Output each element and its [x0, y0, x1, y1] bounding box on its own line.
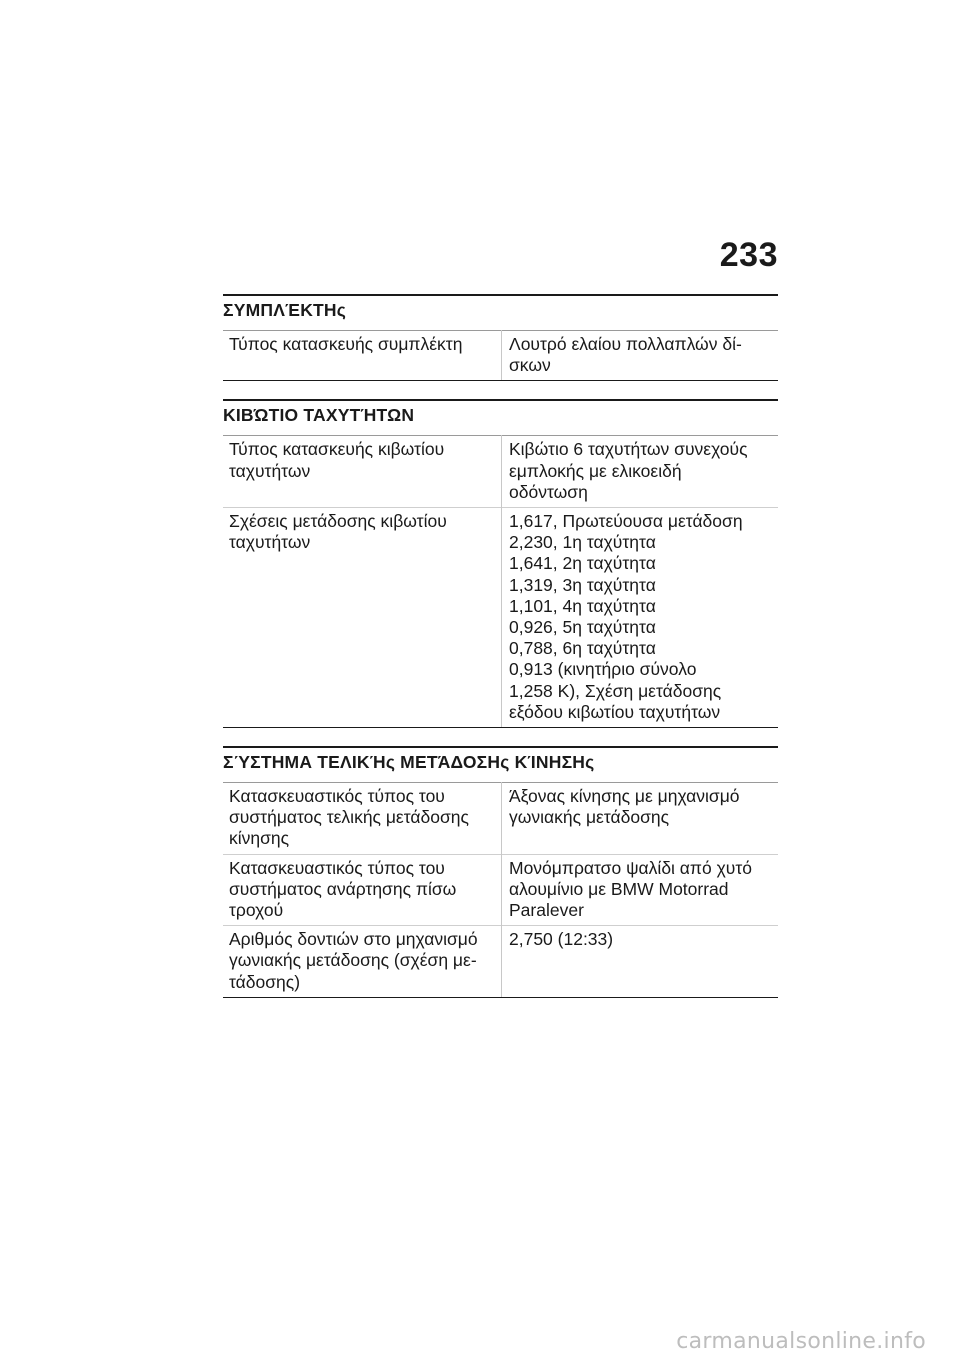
- value-line: 0,926, 5η ταχύτητα: [509, 617, 656, 638]
- row-value: [502, 854, 779, 926]
- value-line: 0,788, 6η ταχύτητα: [509, 638, 656, 659]
- value-line: αλουμίνιο με BMW Motorrad: [509, 878, 729, 899]
- value-line: 1,617, Πρωτεύουσα μετάδοση: [509, 511, 743, 532]
- value-line: 1,258 K), Σχέση μετάδοσης: [509, 680, 722, 701]
- row-value: [502, 926, 779, 997]
- value-line: 1,641, 2η ταχύτητα: [509, 553, 656, 574]
- value-line: 1,319, 3η ταχύτητα: [509, 574, 656, 595]
- value-line: γωνιακής μετάδοσης: [509, 807, 670, 828]
- row-label: Αριθμός δοντιών στο μηχανισμό γωνιακής μετάδοσης (σχέση με-τάδοσης): [223, 926, 502, 997]
- section-heading-clutch: ΣΥΜΠΛΈΚΤΗς: [223, 294, 778, 330]
- page-number: 233: [719, 236, 778, 274]
- row-value: [502, 436, 779, 508]
- value-line: Λουτρό ελαίου πολλαπλών δί-: [509, 334, 742, 354]
- value-line: Paralever: [509, 900, 584, 921]
- value-line: Κιβώτιο 6 ταχυτήτων συνεχούς: [509, 439, 748, 460]
- table-row: [223, 331, 778, 381]
- value-line: 0,913 (κινητήριο σύνολο: [509, 659, 697, 680]
- spec-table-final-drive: [223, 782, 778, 997]
- spec-table-clutch: [223, 330, 778, 380]
- row-label: Κατασκευαστικός τύπος του συστήματος τελικής μετάδοσης κίνησης: [223, 783, 502, 855]
- row-label: Κατασκευαστικός τύπος του συστήματος ανάρτησης πίσω τροχού: [223, 854, 502, 926]
- value-line: εμπλοκής με ελικοειδή: [509, 460, 682, 481]
- table-row: [223, 783, 778, 855]
- table-row: [223, 436, 778, 508]
- value-line: Άξονας κίνησης με μηχανισμό: [509, 786, 740, 807]
- row-value: [502, 508, 779, 728]
- table-row: [223, 508, 778, 728]
- value-line: Μονόμπρατσο ψαλίδι από χυτό: [509, 857, 752, 878]
- row-label: Σχέσεις μετάδοσης κιβωτίου ταχυτήτων: [223, 508, 502, 728]
- watermark-text: carmanualsonline.info: [676, 1329, 926, 1354]
- value-line: οδόντωση: [509, 481, 588, 502]
- row-value: [502, 331, 779, 381]
- spec-table-gearbox: [223, 435, 778, 727]
- value-line: 1,101, 4η ταχύτητα: [509, 595, 656, 616]
- section-divider: [223, 727, 778, 728]
- table-row: [223, 854, 778, 926]
- section-clutch: [223, 294, 778, 381]
- row-value: [502, 783, 779, 855]
- spec-content: [223, 294, 778, 1016]
- section-gearbox: [223, 399, 778, 728]
- value-line: 2,750 (12:33): [509, 929, 614, 950]
- section-heading-final-drive: ΣΎΣΤΗΜΑ ΤΕΛΙΚΉς ΜΕΤΆΔΟΣΗς ΚΊΝΗΣΗς: [223, 746, 778, 782]
- section-final-drive: [223, 746, 778, 998]
- section-divider: [223, 997, 778, 998]
- section-heading-gearbox: ΚΙΒΏΤΙΟ ΤΑΧΥΤΉΤΩΝ: [223, 399, 778, 435]
- value-line: 2,230, 1η ταχύτητα: [509, 532, 656, 553]
- value-line: εξόδου κιβωτίου ταχυτήτων: [509, 701, 721, 722]
- row-label: Τύπος κατασκευής συμπλέκτη: [223, 331, 502, 381]
- value-line: σκων: [509, 355, 551, 376]
- table-row: [223, 926, 778, 997]
- row-label: Τύπος κατασκευής κιβωτίου ταχυτήτων: [223, 436, 502, 508]
- section-divider: [223, 380, 778, 381]
